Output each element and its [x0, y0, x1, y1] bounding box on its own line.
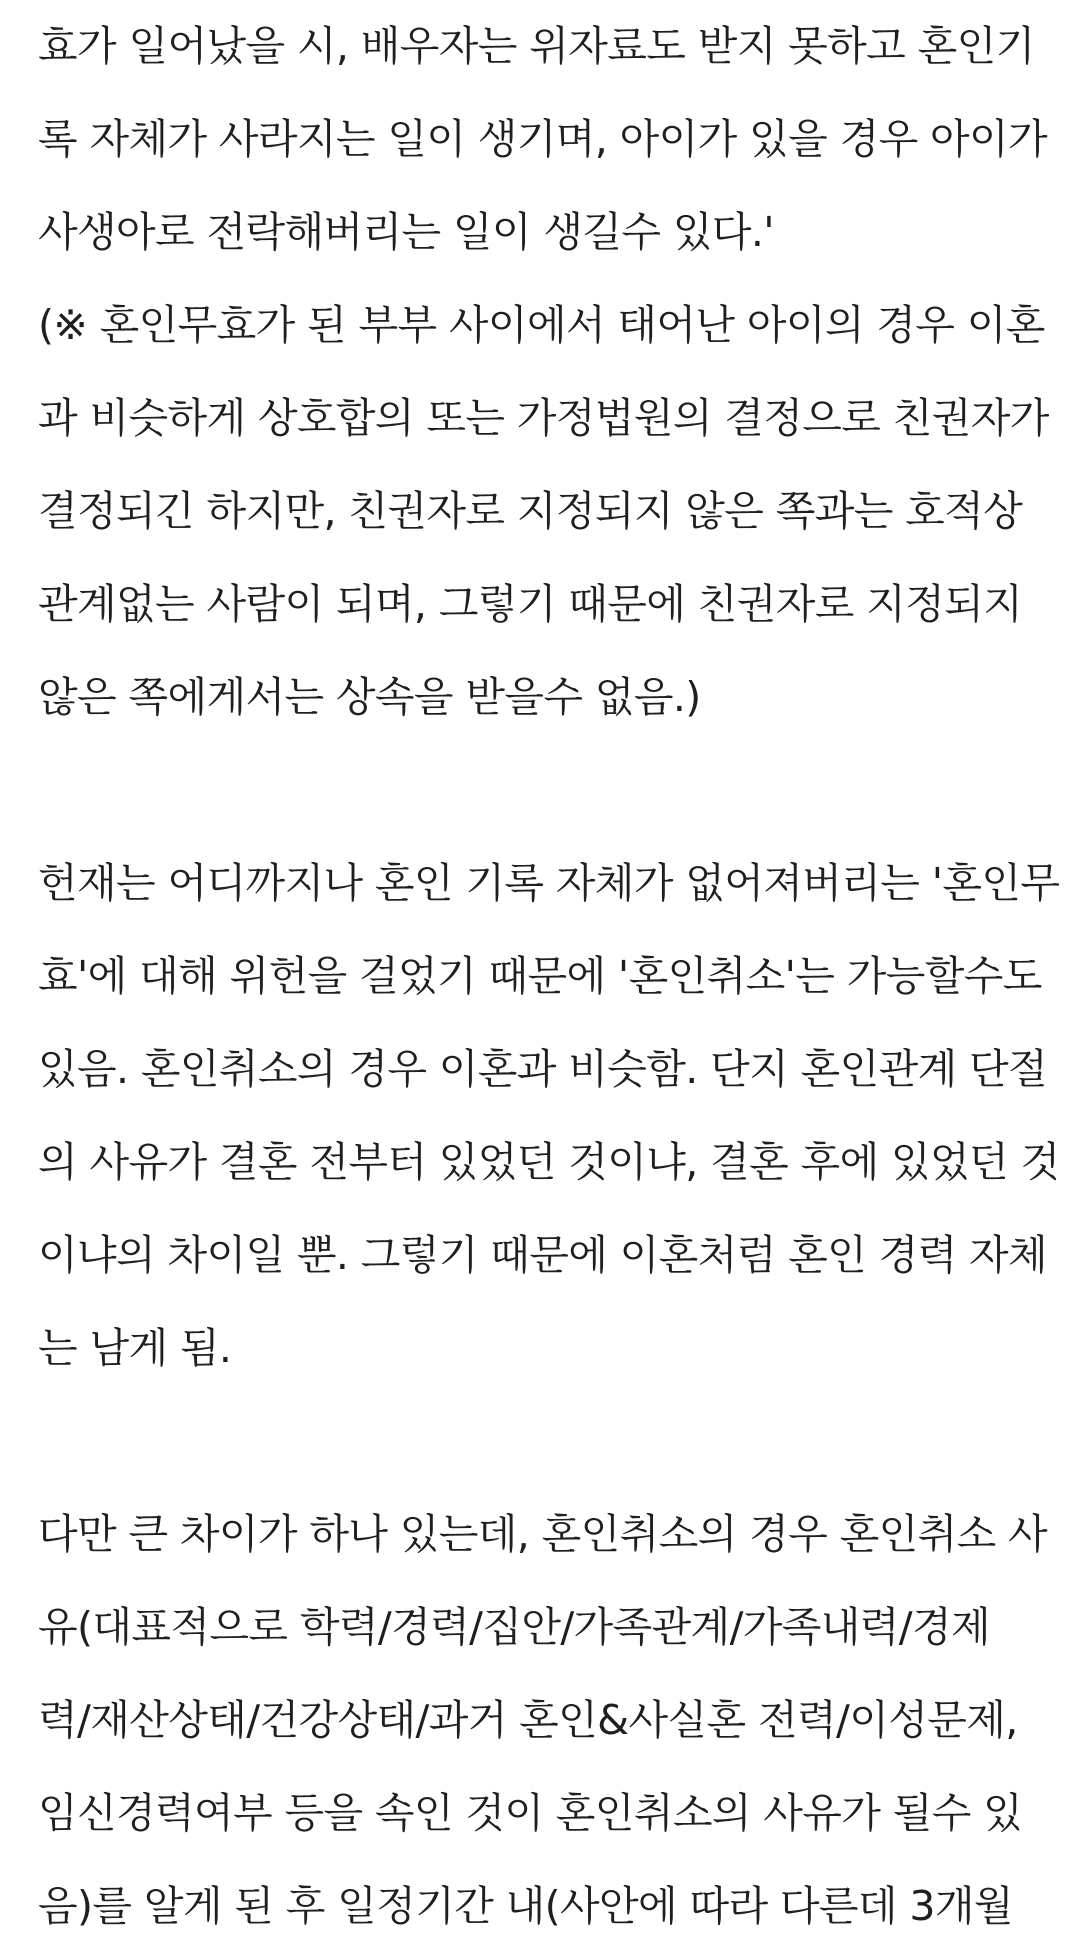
text-line: 헌재는 어디까지나 혼인 기록 자체가 없어져버리는 '혼인무 — [38, 859, 1060, 907]
text-line: 사생아로 전락해버리는 일이 생길수 있다.' — [38, 208, 774, 256]
text-line: 관계없는 사람이 되며, 그렇기 때문에 친권자로 지정되지 — [38, 580, 1023, 628]
text-line: 있음. 혼인취소의 경우 이혼과 비슷함. 단지 혼인관계 단절 — [38, 1045, 1048, 1093]
paragraph-spacer — [38, 744, 1050, 837]
paragraph-spacer — [38, 1395, 1050, 1488]
text-line: 음)를 알게 된 후 일정기간 내(사안에 따라 다른데 3개월 — [38, 1882, 1013, 1930]
text-line: 임신경력여부 등을 속인 것이 혼인취소의 사유가 될수 있 — [38, 1789, 1023, 1837]
paragraph-3 — [38, 1488, 1050, 1953]
paragraph-1 — [38, 0, 1050, 744]
text-line: 않은 쪽에게서는 상속을 받을수 없음.) — [38, 673, 701, 721]
text-line: 력/재산상태/건강상태/과거 혼인&사실혼 전력/이성문제, — [38, 1696, 1018, 1744]
text-line: 다만 큰 차이가 하나 있는데, 혼인취소의 경우 혼인취소 사 — [38, 1510, 1048, 1558]
text-line: 결정되긴 하지만, 친권자로 지정되지 않은 쪽과는 호적상 — [38, 487, 1023, 535]
text-line: 이냐의 차이일 뿐. 그렇기 때문에 이혼처럼 혼인 경력 자체 — [38, 1231, 1048, 1279]
text-line: 효가 일어났을 시, 배우자는 위자료도 받지 못하고 혼인기 — [38, 22, 1035, 70]
text-line: 과 비슷하게 상호합의 또는 가정법원의 결정으로 친권자가 — [38, 394, 1049, 442]
text-line: (※ 혼인무효가 된 부부 사이에서 태어난 아이의 경우 이혼 — [38, 301, 1045, 349]
text-line: 는 남게 됨. — [38, 1324, 232, 1372]
text-line: 의 사유가 결혼 전부터 있었던 것이냐, 결혼 후에 있었던 것 — [38, 1138, 1060, 1186]
text-line: 록 자체가 사라지는 일이 생기며, 아이가 있을 경우 아이가 — [38, 115, 1048, 163]
text-line: 효'에 대해 위헌을 걸었기 때문에 '혼인취소'는 가능할수도 — [38, 952, 1042, 1000]
paragraph-2 — [38, 837, 1060, 1395]
text-line: 유(대표적으로 학력/경력/집안/가족관계/가족내력/경제 — [38, 1603, 991, 1651]
